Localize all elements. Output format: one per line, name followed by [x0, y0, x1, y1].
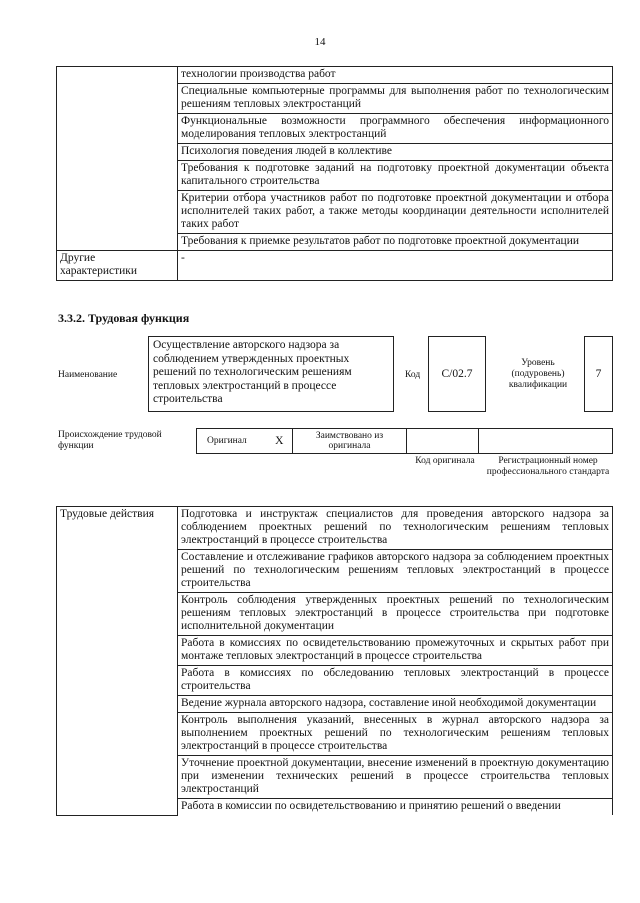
function-name-box: Осуществление авторского надзора за соблюдением утвержденных проектных решений по технологическим решениям тепловых электростанций в процессе строительства: [148, 336, 394, 412]
labor-action-item: Контроль соблюдения утвержденных проектных решений по технологическим решениям тепловых электростанций в процессе строительства при подготовке исполнительной документации: [178, 593, 613, 636]
origin-code-cell: [407, 429, 479, 454]
qualification-level-box: 7: [584, 336, 613, 412]
registration-number-cell: [479, 429, 613, 454]
labor-action-item: Ведение журнала авторского надзора, составление иной необходимой документации: [178, 696, 613, 713]
other-characteristics-label: Другие характеристики: [57, 251, 178, 281]
qualification-level-label: Уровень (подуровень) квалификации: [508, 358, 568, 390]
registration-number-caption: Регистрационный номер профессионального стандарта: [486, 456, 610, 477]
section-heading: 3.3.2. Трудовая функция: [58, 311, 190, 325]
labor-action-item: Составление и отслеживание графиков авторского надзора за соблюдением проектных решений по технологическим решениям тепловых электростанций в процессе строительства: [178, 550, 613, 593]
labor-action-item: Работа в комиссиях по освидетельствованию промежуточных и скрытых работ при монтаже тепловых электростанций в процессе строительства: [178, 636, 613, 666]
page-number: 14: [314, 36, 326, 48]
knowledge-label-cell: [57, 67, 178, 251]
code-label: Код: [405, 370, 421, 380]
borrowed-label: Заимствовано из оригинала: [293, 429, 407, 454]
knowledge-item: Требования к приемке результатов работ по подготовке проектной документации: [178, 234, 613, 251]
labor-action-item: Контроль выполнения указаний, внесенных в журнал авторского надзора за выполнением проектных решений по технологическим решениям тепловых электростанций в процессе строительства: [178, 713, 613, 756]
origin-table: [196, 428, 613, 454]
knowledge-item: Критерии отбора участников работ по подготовке проектной документации и отбора исполнителей таких работ, а также методы координации деятельности исполнителей таких работ: [178, 191, 613, 234]
table-row: [197, 429, 613, 454]
other-characteristics-value: -: [178, 251, 613, 281]
labor-action-item: Работа в комиссии по освидетельствованию и принятию решений о введении: [178, 799, 613, 816]
original-label: Оригинал: [197, 429, 267, 454]
labor-actions-table: [56, 506, 613, 816]
knowledge-item: Требования к подготовке заданий на подготовку проектной документации объекта капитального строительства: [178, 161, 613, 191]
origin-label: Происхождение трудовой функции: [58, 430, 162, 451]
knowledge-item: Психология поведения людей в коллективе: [178, 144, 613, 161]
table-row: [57, 251, 613, 281]
table-row: [57, 67, 613, 84]
knowledge-table: [56, 66, 613, 281]
table-row: [57, 507, 613, 550]
labor-action-item: Работа в комиссиях по обследованию тепловых электростанций в процессе строительства: [178, 666, 613, 696]
knowledge-item: Специальные компьютерные программы для выполнения работ по технологическим решениям тепловых электростанций: [178, 84, 613, 114]
origin-code-caption: Код оригинала: [415, 456, 475, 466]
labor-actions-label: Трудовые действия: [57, 507, 178, 816]
original-mark: X: [267, 429, 293, 454]
knowledge-item: технологии производства работ: [178, 67, 613, 84]
labor-action-item: Уточнение проектной документации, внесение изменений в проектную документацию при изменении технических решений в процессе строительства тепловых электростанций: [178, 756, 613, 799]
labor-action-item: Подготовка и инструктаж специалистов для проведения авторского надзора за соблюдением проектных решений по технологическим решениям тепловых электростанций в процессе строительства: [178, 507, 613, 550]
code-value-box: C/02.7: [428, 336, 486, 412]
knowledge-item: Функциональные возможности программного обеспечения информационного моделирования тепловых электростанций: [178, 114, 613, 144]
name-label: Наименование: [58, 370, 118, 380]
